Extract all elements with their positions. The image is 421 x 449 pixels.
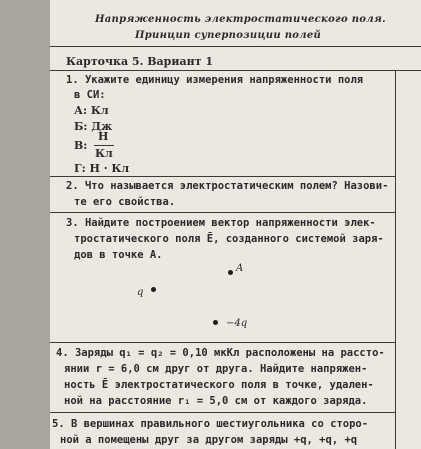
q5-line2: ной a помещены друг за другом заряды +q, +q, +q [60,434,358,446]
q5-line1: 5. В вершинах правильного шестиугольника со сторо- [52,418,369,430]
fraction-bar [94,145,114,146]
charge-minus4q-label: −4q [226,318,248,329]
q1-option-b: Б: Дж [74,120,113,133]
q2-line1: 2. Что называется электростатическим полем? Назови- [66,180,389,192]
q3-line3: дов в точке A. [74,249,163,261]
header-divider [50,46,421,47]
q1-line2: в СИ: [74,89,106,101]
q4-line4: ной на расстояние r₁ = 5,0 см от каждого заряда. [64,395,368,407]
q1-line1: 1. Укажите единицу измерения напряженности поля [66,74,364,86]
q3-line1: 3. Найдите построением вектор напряженности элек- [66,217,376,229]
charge-q-dot [151,287,156,292]
header-title: Напряженность электростатического поля. [95,14,386,25]
card-divider [50,70,421,71]
q4-line1: 4. Заряды q₁ = q₂ = 0,10 мкКл расположены на рассто- [56,347,385,359]
q1-option-c-denominator: Кл [95,147,113,160]
q3-divider [50,342,396,343]
worksheet-page [50,0,421,449]
q4-line2: янии r = 6,0 см друг от друга. Найдите напряжен- [64,363,368,375]
header-subtitle: Принцип суперпозиции полей [135,30,322,41]
q3-line2: тростатического поля Ē, созданного системой заря- [74,233,384,245]
point-a-dot [228,270,233,275]
q1-option-c-prefix: В: [74,139,88,152]
point-a-label: A [236,263,244,274]
q1-option-d: Г: Н · Кл [74,162,130,175]
right-border [395,70,396,449]
q1-divider [50,176,396,177]
card-title: Карточка 5. Вариант 1 [66,55,213,68]
q2-line2: те его свойства. [74,196,176,208]
q2-divider [50,212,396,213]
q1-option-c-numerator: Н [98,130,109,143]
charge-minus4q-dot [213,320,218,325]
q4-divider [50,412,396,413]
charge-q-label: q [137,287,144,298]
q1-option-a: А: Кл [74,104,109,117]
q4-line3: ность Ē электростатического поля в точке, удален- [64,379,374,391]
